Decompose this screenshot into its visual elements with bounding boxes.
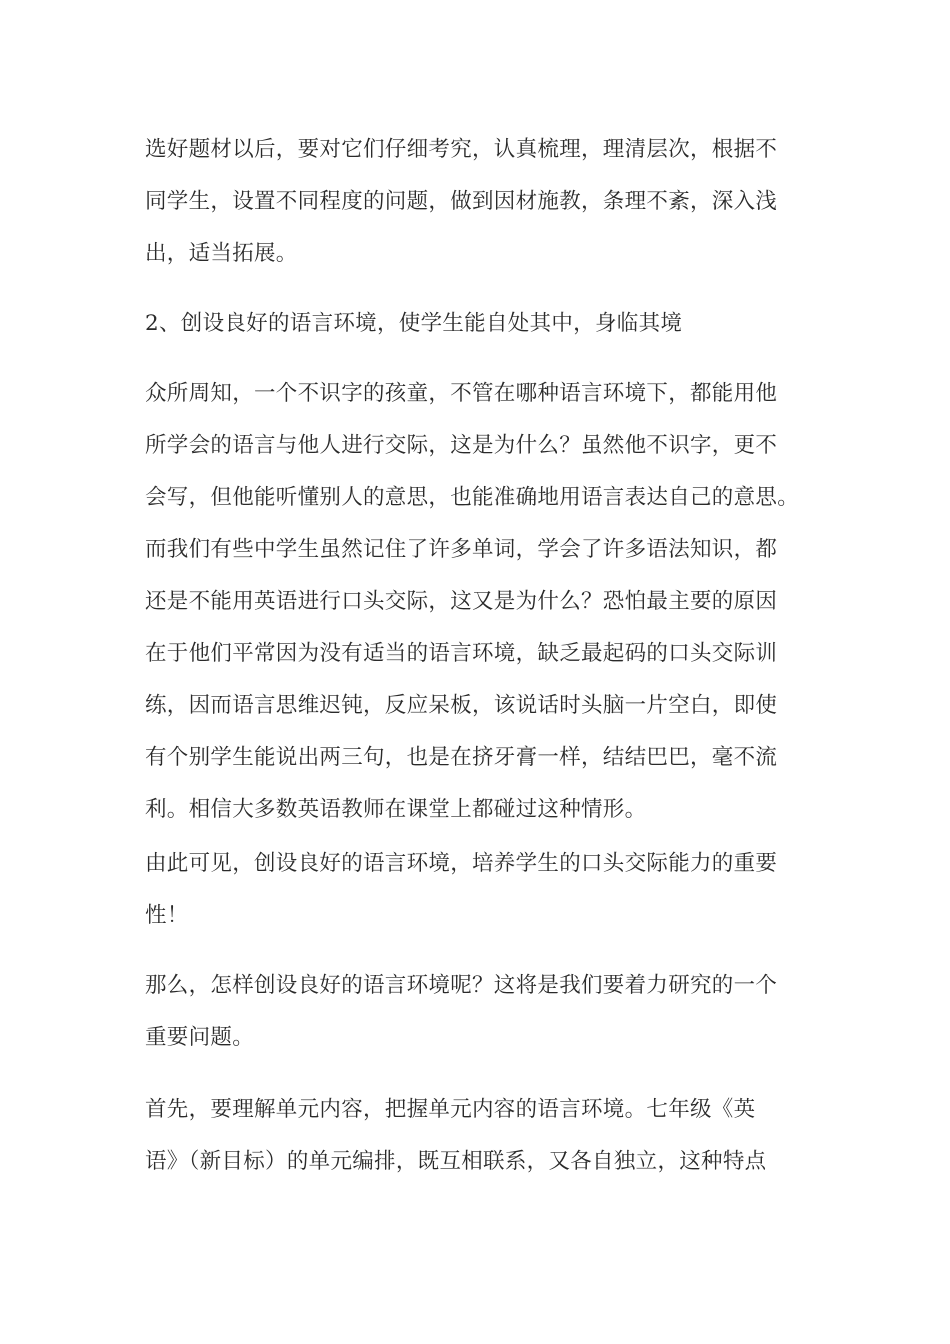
text-line: 在于他们平常因为没有适当的语言环境，缺乏最起码的口头交际训	[145, 641, 778, 666]
text-line: 所学会的语言与他人进行交际，这是为什么？虽然他不识字，更不	[145, 433, 778, 458]
text-line: 性！	[145, 903, 189, 928]
text-line: 同学生，设置不同程度的问题，做到因材施教，条理不紊，深入浅	[145, 189, 778, 214]
heading-line: 2、创设良好的语言环境，使学生能自处其中，身临其境	[145, 311, 683, 336]
text-line: 众所周知，一个不识字的孩童，不管在哪种语言环境下，都能用他	[145, 381, 778, 406]
text-line: 选好题材以后，要对它们仔细考究，认真梳理，理清层次，根据不	[145, 137, 778, 162]
text-line: 出，适当拓展。	[145, 241, 298, 266]
text-line: 语》（新目标）的单元编排，既互相联系，又各自独立，这种特点	[145, 1149, 767, 1174]
text-line: 那么，怎样创设良好的语言环境呢？这将是我们要着力研究的一个	[145, 973, 778, 998]
text-line: 还是不能用英语进行口头交际，这又是为什么？恐怕最主要的原因	[145, 589, 778, 614]
text-line: 会写，但他能听懂别人的意思，也能准确地用语言表达自己的意思。	[145, 485, 800, 510]
text-line: 而我们有些中学生虽然记住了许多单词，学会了许多语法知识，都	[145, 537, 778, 562]
text-line: 利。相信大多数英语教师在课堂上都碰过这种情形。	[145, 797, 647, 822]
text-line: 重要问题。	[145, 1025, 255, 1050]
text-line: 练，因而语言思维迟钝，反应呆板，该说话时头脑一片空白，即使	[145, 693, 778, 718]
text-line: 首先，要理解单元内容，把握单元内容的语言环境。七年级《英	[145, 1097, 756, 1122]
text-line: 有个别学生能说出两三句，也是在挤牙膏一样，结结巴巴，毫不流	[145, 745, 778, 770]
text-line: 由此可见，创设良好的语言环境，培养学生的口头交际能力的重要	[145, 851, 778, 876]
